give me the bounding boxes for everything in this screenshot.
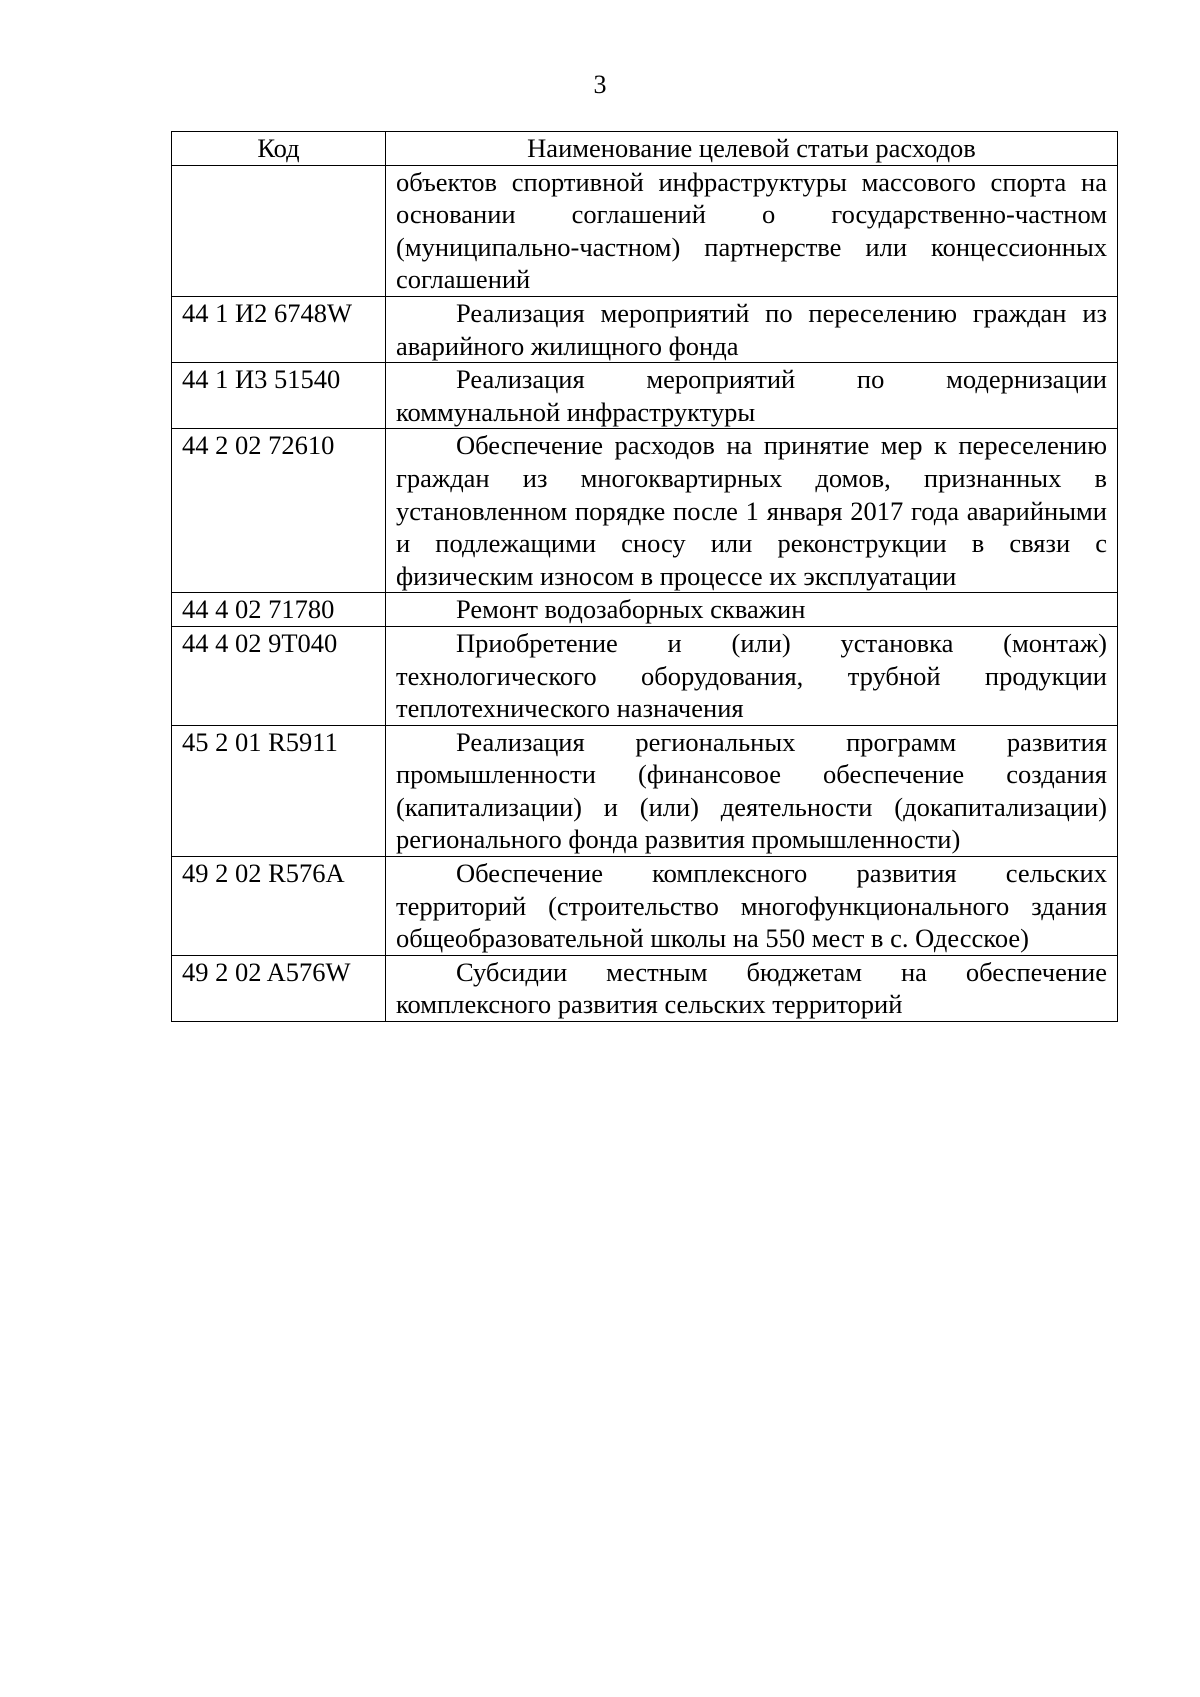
table-row xyxy=(172,296,1118,362)
target-expenditure-table xyxy=(171,131,1118,1022)
name-cell: Реализация региональных программ развития промышленности (финансовое обеспечение создания (капитализации) и (или) деятельности (докапитализации) регионального фонда развития промышленности) xyxy=(386,725,1118,856)
table-row-continued xyxy=(172,165,1118,296)
name-cell: Реализация мероприятий по переселению граждан из аварийного жилищного фонда xyxy=(386,296,1118,362)
page-number: 3 xyxy=(593,70,607,99)
table-row xyxy=(172,429,1118,593)
name-cell: объектов спортивной инфраструктуры массового спорта на основании соглашений о государственно-частном (муниципально-частном) партнерстве или концессионных соглашений xyxy=(386,165,1118,296)
code-cell: 44 1 И2 6748W xyxy=(172,296,386,362)
header-name: Наименование целевой статьи расходов xyxy=(386,132,1118,166)
name-cell: Обеспечение расходов на принятие мер к переселению граждан из многоквартирных домов, признанных в установленном порядке после 1 января 2017 года аварийными и подлежащими сносу или реконструкции в связи с физическим износом в процессе их эксплуатации xyxy=(386,429,1118,593)
code-cell: 44 1 И3 51540 xyxy=(172,363,386,429)
code-cell: 45 2 01 R5911 xyxy=(172,725,386,856)
name-cell: Реализация мероприятий по модернизации коммунальной инфраструктуры xyxy=(386,363,1118,429)
table-row xyxy=(172,955,1118,1021)
table-row xyxy=(172,626,1118,725)
code-cell: 49 2 02 A576W xyxy=(172,955,386,1021)
code-cell: 44 2 02 72610 xyxy=(172,429,386,593)
name-cell: Обеспечение комплексного развития сельских территорий (строительство многофункционального здания общеобразовательной школы на 550 мест в с. Одесское) xyxy=(386,857,1118,956)
code-cell: 49 2 02 R576A xyxy=(172,857,386,956)
code-cell: 44 4 02 71780 xyxy=(172,593,386,627)
header-code: Код xyxy=(172,132,386,166)
code-cell: 44 4 02 9Т040 xyxy=(172,626,386,725)
table-row xyxy=(172,857,1118,956)
table-row xyxy=(172,593,1118,627)
table-body xyxy=(172,165,1118,1021)
table-row xyxy=(172,363,1118,429)
table-header xyxy=(172,132,1118,166)
header-row xyxy=(172,132,1118,166)
name-cell: Ремонт водозаборных скважин xyxy=(386,593,1118,627)
table-row xyxy=(172,725,1118,856)
name-cell: Приобретение и (или) установка (монтаж) технологического оборудования, трубной продукции теплотехнического назначения xyxy=(386,626,1118,725)
code-cell xyxy=(172,165,386,296)
name-cell: Субсидии местным бюджетам на обеспечение комплексного развития сельских территорий xyxy=(386,955,1118,1021)
